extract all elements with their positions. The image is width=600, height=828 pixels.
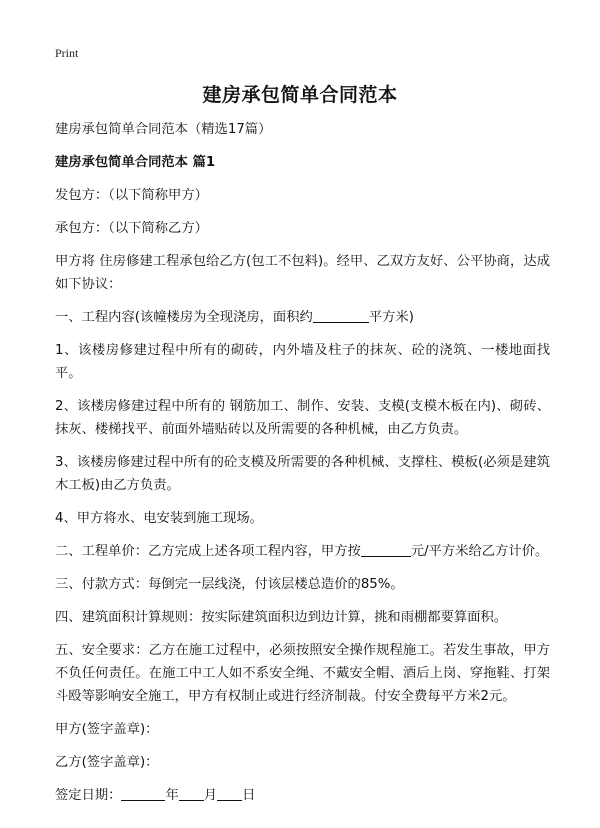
clause-1: [55, 306, 550, 329]
area-blank: [313, 307, 369, 323]
intro-line: 建房承包简单合同范本（精选17篇）: [55, 122, 272, 137]
date-label: 签定日期：: [55, 788, 122, 803]
sign-date-line: [55, 784, 550, 807]
item-4: 4、甲方将水、电安装到施工现场。: [55, 511, 263, 526]
preamble-paragraph: 甲方将 住房修建工程承包给乙方(包工不包料)。经甲、乙双方友好、公平协商，达成如下协议：: [55, 254, 550, 292]
year-label: 年: [165, 788, 179, 803]
clause-1-text: 一、工程内容(该幢楼房为全现浇房，面积约: [55, 310, 313, 325]
price-blank: [361, 541, 411, 557]
item-1: 1、该楼房修建过程中所有的砌砖，内外墙及柱子的抹灰、砼的浇筑、一楼地面找平。: [55, 343, 550, 381]
document-body: [55, 118, 550, 817]
section-heading: 建房承包简单合同范本 篇1: [55, 155, 216, 170]
party-b-line: 承包方：（以下简称乙方）: [55, 221, 208, 236]
month-blank: [179, 785, 204, 801]
year-blank: [121, 785, 165, 801]
clause-2-unit: 元/平方米给乙方计价。: [410, 544, 549, 559]
print-link[interactable]: Print: [55, 46, 79, 60]
month-label: 月: [203, 788, 218, 803]
signature-a: 甲方(签字盖章)：: [55, 722, 159, 737]
day-label: 日: [242, 788, 256, 803]
clause-1-unit: 平方米): [368, 310, 414, 325]
clause-2-text: 二、工程单价：乙方完成上述各项工程内容，甲方按: [55, 544, 361, 559]
clause-4: 四、建筑面积计算规则：按实际建筑面积边到边计算，挑和雨棚都要算面积。: [55, 610, 508, 625]
item-2: 2、该楼房修建过程中所有的 钢筋加工、制作、安装、支模(支模木板在内)、砌砖、抹灰、楼梯找平、前面外墙贴砖以及所需要的各种机械，由乙方负责。: [55, 399, 550, 437]
page-title: 建房承包简单合同范本: [202, 84, 398, 106]
clause-2: [55, 540, 550, 563]
item-3: 3、该楼房修建过程中所有的砼支模及所需要的各种机械、支撑柱、模板(必须是建筑木工板)由乙方负责。: [55, 455, 550, 493]
clause-5: 五、安全要求：乙方在施工过程中，必须按照安全操作规程施工。若发生事故，甲方不负任何责任。在施工中工人如不系安全绳、不戴安全帽、酒后上岗、穿拖鞋、打架斗殴等影响安全施工，甲方有权制止或进行经济制裁。付安全费每平方米2元。: [55, 643, 550, 704]
signature-b: 乙方(签字盖章)：: [55, 755, 159, 770]
party-a-line: 发包方：（以下简称甲方）: [55, 188, 208, 203]
clause-3: 三、付款方式：每倒完一层线浇，付该层楼总造价的85%。: [55, 577, 404, 592]
day-blank: [217, 785, 242, 801]
